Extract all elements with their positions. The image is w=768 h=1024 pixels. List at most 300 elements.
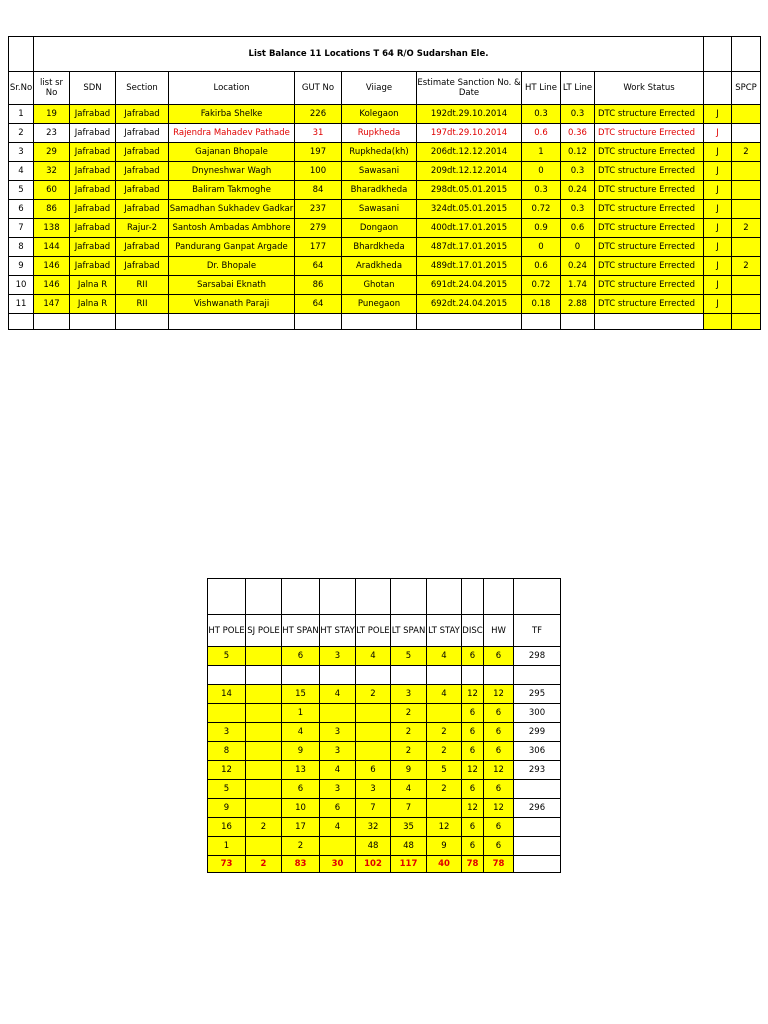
cell-ht-span: 15: [282, 685, 320, 704]
empty-cell: [169, 314, 295, 330]
cell-j: J: [704, 276, 732, 295]
cell-status: DTC structure Errected: [595, 124, 704, 143]
cell-ht: 0.3: [522, 181, 561, 200]
cell-tf: [514, 837, 561, 856]
cell-disc: 12: [462, 761, 484, 780]
empty-cell: [208, 579, 246, 615]
empty-cell: [116, 314, 169, 330]
cell-lt-stay: 2: [427, 780, 462, 799]
balance-locations-table: [8, 36, 761, 330]
empty-cell: [462, 579, 484, 615]
cell-srno: 10: [9, 276, 34, 295]
cell-ht: 0.18: [522, 295, 561, 314]
table-row: [9, 257, 761, 276]
summary-row: [208, 742, 561, 761]
cell-srno: 3: [9, 143, 34, 162]
cell-status: DTC structure Errected: [595, 295, 704, 314]
cell-disc: 12: [462, 799, 484, 818]
summary-blank-row: [208, 579, 561, 615]
cell-village: Aradkheda: [342, 257, 417, 276]
cell-location: Pandurang Ganpat Argade: [169, 238, 295, 257]
cell-lt-span: [391, 666, 427, 685]
cell-disc: 6: [462, 704, 484, 723]
cell-sdn: Jafrabad: [70, 238, 116, 257]
cell-sj-pole: [246, 761, 282, 780]
cell-sdn: Jafrabad: [70, 181, 116, 200]
cell-section: Jafrabad: [116, 181, 169, 200]
total-sj-pole: 2: [246, 856, 282, 873]
header-disc: DISC: [462, 615, 484, 647]
summary-row: [208, 780, 561, 799]
cell-lt-stay: [427, 666, 462, 685]
cell-list-sr: 144: [34, 238, 70, 257]
cell-ht-pole: 8: [208, 742, 246, 761]
cell-lt-span: 7: [391, 799, 427, 818]
cell-srno: 9: [9, 257, 34, 276]
cell-estimate: 206dt.12.12.2014: [417, 143, 522, 162]
cell-hw: 6: [484, 837, 514, 856]
cell-lt: 0: [561, 238, 595, 257]
header-sj-pole: SJ POLE: [246, 615, 282, 647]
cell-srno: 2: [9, 124, 34, 143]
total-hw: 78: [484, 856, 514, 873]
cell-location: Santosh Ambadas Ambhore: [169, 219, 295, 238]
cell-location: Fakirba Shelke: [169, 105, 295, 124]
summary-total-row: [208, 856, 561, 873]
cell-j: J: [704, 295, 732, 314]
cell-disc: 6: [462, 742, 484, 761]
cell-lt-pole: [356, 704, 391, 723]
cell-status: DTC structure Errected: [595, 219, 704, 238]
cell-gut: 84: [295, 181, 342, 200]
cell-disc: 6: [462, 818, 484, 837]
cell-lt-span: 3: [391, 685, 427, 704]
cell-lt-span: 2: [391, 704, 427, 723]
header-ht-pole: HT POLE: [208, 615, 246, 647]
cell-sj-pole: [246, 723, 282, 742]
cell-j: J: [704, 219, 732, 238]
cell-tf: [514, 818, 561, 837]
left-spacer-cell: [9, 37, 34, 72]
cell-lt-stay: 4: [427, 685, 462, 704]
cell-ht: 0.6: [522, 124, 561, 143]
cell-ht-stay: 3: [320, 723, 356, 742]
cell-hw: 6: [484, 704, 514, 723]
cell-tf: 300: [514, 704, 561, 723]
cell-location: Vishwanath Paraji: [169, 295, 295, 314]
cell-srno: 7: [9, 219, 34, 238]
cell-lt: 0.3: [561, 105, 595, 124]
table-row: [9, 105, 761, 124]
cell-srno: 8: [9, 238, 34, 257]
cell-j: J: [704, 181, 732, 200]
empty-cell: [9, 314, 34, 330]
empty-row: [9, 314, 761, 330]
cell-lt-pole: [356, 742, 391, 761]
cell-tf: 296: [514, 799, 561, 818]
cell-tf: [514, 780, 561, 799]
cell-estimate: 192dt.29.10.2014: [417, 105, 522, 124]
cell-ht-span: 17: [282, 818, 320, 837]
empty-cell: [34, 314, 70, 330]
cell-lt-pole: 7: [356, 799, 391, 818]
cell-ht: 0.9: [522, 219, 561, 238]
cell-sj-pole: [246, 742, 282, 761]
cell-village: Sawasani: [342, 200, 417, 219]
cell-hw: 12: [484, 685, 514, 704]
cell-disc: 6: [462, 647, 484, 666]
cell-ht-pole: 5: [208, 780, 246, 799]
summary-row: [208, 761, 561, 780]
cell-estimate: 197dt.29.10.2014: [417, 124, 522, 143]
cell-ht-pole: 5: [208, 647, 246, 666]
table-row: [9, 143, 761, 162]
cell-lt-pole: [356, 723, 391, 742]
cell-village: Punegaon: [342, 295, 417, 314]
cell-hw: 6: [484, 818, 514, 837]
table-row: [9, 219, 761, 238]
cell-village: Rupkheda: [342, 124, 417, 143]
cell-gut: 279: [295, 219, 342, 238]
cell-sj-pole: [246, 647, 282, 666]
cell-village: Dongaon: [342, 219, 417, 238]
cell-estimate: 298dt.05.01.2015: [417, 181, 522, 200]
cell-lt: 1.74: [561, 276, 595, 295]
cell-tf: 298: [514, 647, 561, 666]
cell-spcp: 2: [732, 257, 761, 276]
cell-lt-stay: [427, 704, 462, 723]
table-row: [9, 181, 761, 200]
cell-ht-stay: 3: [320, 780, 356, 799]
cell-gut: 31: [295, 124, 342, 143]
cell-lt: 0.3: [561, 200, 595, 219]
cell-sj-pole: 2: [246, 818, 282, 837]
cell-estimate: 692dt.24.04.2015: [417, 295, 522, 314]
empty-cell: [417, 314, 522, 330]
cell-srno: 6: [9, 200, 34, 219]
cell-ht-span: 10: [282, 799, 320, 818]
cell-location: Dnyneshwar Wagh: [169, 162, 295, 181]
cell-disc: 6: [462, 837, 484, 856]
header-list-sr: list sr No: [34, 72, 70, 105]
cell-sdn: Jafrabad: [70, 124, 116, 143]
cell-gut: 197: [295, 143, 342, 162]
cell-hw: 6: [484, 647, 514, 666]
table-row: [9, 238, 761, 257]
cell-location: Rajendra Mahadev Pathade: [169, 124, 295, 143]
cell-lt-stay: 2: [427, 723, 462, 742]
cell-spcp: [732, 124, 761, 143]
table-row: [9, 200, 761, 219]
cell-sj-pole: [246, 666, 282, 685]
cell-status: DTC structure Errected: [595, 276, 704, 295]
cell-lt-stay: [427, 799, 462, 818]
header-sdn: SDN: [70, 72, 116, 105]
table-row: [9, 162, 761, 181]
cell-section: Jafrabad: [116, 162, 169, 181]
cell-location: Sarsabai Eknath: [169, 276, 295, 295]
empty-cell: [70, 314, 116, 330]
cell-ht-stay: 4: [320, 685, 356, 704]
cell-ht-span: [282, 666, 320, 685]
empty-cell: [732, 314, 761, 330]
cell-status: DTC structure Errected: [595, 257, 704, 276]
cell-list-sr: 60: [34, 181, 70, 200]
cell-estimate: 324dt.05.01.2015: [417, 200, 522, 219]
header-lt-line: LT Line: [561, 72, 595, 105]
cell-lt-stay: 9: [427, 837, 462, 856]
cell-spcp: [732, 162, 761, 181]
header-hw: HW: [484, 615, 514, 647]
cell-lt-span: 4: [391, 780, 427, 799]
cell-sdn: Jalna R: [70, 295, 116, 314]
cell-disc: 6: [462, 780, 484, 799]
cell-spcp: 2: [732, 143, 761, 162]
cell-location: Baliram Takmoghe: [169, 181, 295, 200]
empty-cell: [295, 314, 342, 330]
empty-cell: [320, 579, 356, 615]
cell-ht: 1: [522, 143, 561, 162]
cell-lt-pole: 4: [356, 647, 391, 666]
empty-cell: [391, 579, 427, 615]
summary-header-row: [208, 615, 561, 647]
cell-ht-span: 9: [282, 742, 320, 761]
cell-location: Samadhan Sukhadev Gadkar: [169, 200, 295, 219]
cell-lt: 0.3: [561, 162, 595, 181]
cell-lt-stay: 12: [427, 818, 462, 837]
header-lt-stay: LT STAY: [427, 615, 462, 647]
cell-status: DTC structure Errected: [595, 238, 704, 257]
header-srno: Sr.No: [9, 72, 34, 105]
cell-list-sr: 19: [34, 105, 70, 124]
cell-list-sr: 138: [34, 219, 70, 238]
cell-hw: [484, 666, 514, 685]
header-work-status: Work Status: [595, 72, 704, 105]
cell-ht-pole: [208, 666, 246, 685]
cell-spcp: [732, 238, 761, 257]
cell-gut: 86: [295, 276, 342, 295]
cell-ht-span: 4: [282, 723, 320, 742]
header-village: Viiage: [342, 72, 417, 105]
summary-row: [208, 799, 561, 818]
summary-row: [208, 685, 561, 704]
cell-disc: [462, 666, 484, 685]
cell-ht-span: 6: [282, 647, 320, 666]
cell-lt-pole: 3: [356, 780, 391, 799]
cell-spcp: 2: [732, 219, 761, 238]
cell-village: Kolegaon: [342, 105, 417, 124]
cell-lt-pole: 2: [356, 685, 391, 704]
cell-ht: 0.72: [522, 200, 561, 219]
cell-status: DTC structure Errected: [595, 200, 704, 219]
cell-ht-span: 13: [282, 761, 320, 780]
cell-lt-span: 5: [391, 647, 427, 666]
cell-location: Gajanan Bhopale: [169, 143, 295, 162]
header-lt-span: LT SPAN: [391, 615, 427, 647]
empty-cell: [704, 314, 732, 330]
empty-cell: [342, 314, 417, 330]
cell-spcp: [732, 105, 761, 124]
cell-location: Dr. Bhopale: [169, 257, 295, 276]
cell-srno: 1: [9, 105, 34, 124]
cell-tf: 295: [514, 685, 561, 704]
header-ht-span: HT SPAN: [282, 615, 320, 647]
table-row: [9, 276, 761, 295]
cell-ht-stay: 3: [320, 742, 356, 761]
cell-srno: 11: [9, 295, 34, 314]
cell-village: Ghotan: [342, 276, 417, 295]
cell-ht: 0.6: [522, 257, 561, 276]
cell-spcp: [732, 181, 761, 200]
total-tf: [514, 856, 561, 873]
cell-lt-stay: 5: [427, 761, 462, 780]
cell-spcp: [732, 276, 761, 295]
cell-estimate: 487dt.17.01.2015: [417, 238, 522, 257]
cell-ht-stay: 4: [320, 761, 356, 780]
cell-ht-stay: [320, 704, 356, 723]
cell-sdn: Jafrabad: [70, 219, 116, 238]
cell-lt: 2.88: [561, 295, 595, 314]
cell-gut: 64: [295, 295, 342, 314]
cell-ht-stay: [320, 837, 356, 856]
cell-section: Jafrabad: [116, 238, 169, 257]
cell-ht-span: 1: [282, 704, 320, 723]
cell-gut: 177: [295, 238, 342, 257]
cell-lt: 0.24: [561, 181, 595, 200]
summary-row: [208, 704, 561, 723]
cell-ht-span: 6: [282, 780, 320, 799]
total-lt-span: 117: [391, 856, 427, 873]
cell-tf: [514, 666, 561, 685]
cell-sdn: Jafrabad: [70, 105, 116, 124]
cell-sj-pole: [246, 780, 282, 799]
cell-estimate: 691dt.24.04.2015: [417, 276, 522, 295]
cell-lt-span: 48: [391, 837, 427, 856]
cell-gut: 237: [295, 200, 342, 219]
cell-list-sr: 147: [34, 295, 70, 314]
total-ht-span: 83: [282, 856, 320, 873]
header-ht-line: HT Line: [522, 72, 561, 105]
cell-lt: 0.6: [561, 219, 595, 238]
total-disc: 78: [462, 856, 484, 873]
cell-lt-span: 2: [391, 723, 427, 742]
cell-village: Rupkheda(kh): [342, 143, 417, 162]
cell-estimate: 400dt.17.01.2015: [417, 219, 522, 238]
empty-cell: [246, 579, 282, 615]
cell-j: J: [704, 105, 732, 124]
summary-row: [208, 723, 561, 742]
cell-sj-pole: [246, 704, 282, 723]
cell-ht-stay: 3: [320, 647, 356, 666]
summary-row: [208, 818, 561, 837]
summary-row: [208, 647, 561, 666]
cell-j: J: [704, 200, 732, 219]
cell-hw: 6: [484, 780, 514, 799]
cell-gut: 64: [295, 257, 342, 276]
cell-lt: 0.36: [561, 124, 595, 143]
cell-lt-span: 9: [391, 761, 427, 780]
header-gut-no: GUT No: [295, 72, 342, 105]
cell-lt-pole: 48: [356, 837, 391, 856]
cell-sdn: Jafrabad: [70, 257, 116, 276]
cell-section: Rajur-2: [116, 219, 169, 238]
cell-sdn: Jafrabad: [70, 200, 116, 219]
table-title: List Balance 11 Locations T 64 R/O Sudarshan Ele.: [34, 37, 704, 72]
cell-hw: 12: [484, 761, 514, 780]
cell-section: Jafrabad: [116, 143, 169, 162]
cell-j: J: [704, 124, 732, 143]
cell-section: Jafrabad: [116, 257, 169, 276]
cell-j: J: [704, 238, 732, 257]
cell-sj-pole: [246, 799, 282, 818]
table-row: [9, 124, 761, 143]
cell-ht-pole: [208, 704, 246, 723]
cell-hw: 6: [484, 742, 514, 761]
cell-disc: 6: [462, 723, 484, 742]
cell-status: DTC structure Errected: [595, 162, 704, 181]
header-lt-pole: LT POLE: [356, 615, 391, 647]
title-spacer-cell: [704, 37, 732, 72]
summary-row: [208, 837, 561, 856]
cell-status: DTC structure Errected: [595, 105, 704, 124]
cell-list-sr: 86: [34, 200, 70, 219]
cell-ht: 0: [522, 162, 561, 181]
cell-sdn: Jalna R: [70, 276, 116, 295]
cell-village: Bhardkheda: [342, 238, 417, 257]
empty-cell: [561, 314, 595, 330]
cell-lt: 0.24: [561, 257, 595, 276]
header-tf: TF: [514, 615, 561, 647]
table-row: [9, 295, 761, 314]
empty-cell: [282, 579, 320, 615]
cell-srno: 4: [9, 162, 34, 181]
header-blank: [704, 72, 732, 105]
cell-lt: 0.12: [561, 143, 595, 162]
cell-gut: 100: [295, 162, 342, 181]
empty-cell: [427, 579, 462, 615]
cell-ht-stay: 4: [320, 818, 356, 837]
empty-cell: [356, 579, 391, 615]
cell-j: J: [704, 257, 732, 276]
cell-ht: 0: [522, 238, 561, 257]
cell-j: J: [704, 162, 732, 181]
total-ht-stay: 30: [320, 856, 356, 873]
cell-spcp: [732, 295, 761, 314]
cell-list-sr: 23: [34, 124, 70, 143]
cell-lt-span: 2: [391, 742, 427, 761]
material-summary-table: [207, 578, 561, 873]
cell-tf: 299: [514, 723, 561, 742]
cell-j: J: [704, 143, 732, 162]
cell-sdn: Jafrabad: [70, 143, 116, 162]
cell-section: Jafrabad: [116, 124, 169, 143]
total-ht-pole: 73: [208, 856, 246, 873]
cell-ht: 0.72: [522, 276, 561, 295]
cell-hw: 6: [484, 723, 514, 742]
cell-list-sr: 29: [34, 143, 70, 162]
cell-ht-pole: 12: [208, 761, 246, 780]
summary-row: [208, 666, 561, 685]
cell-ht-pole: 16: [208, 818, 246, 837]
cell-lt-pole: [356, 666, 391, 685]
total-lt-stay: 40: [427, 856, 462, 873]
cell-section: RII: [116, 276, 169, 295]
cell-village: Bharadkheda: [342, 181, 417, 200]
cell-list-sr: 146: [34, 276, 70, 295]
cell-section: Jafrabad: [116, 200, 169, 219]
header-ht-stay: HT STAY: [320, 615, 356, 647]
cell-disc: 12: [462, 685, 484, 704]
